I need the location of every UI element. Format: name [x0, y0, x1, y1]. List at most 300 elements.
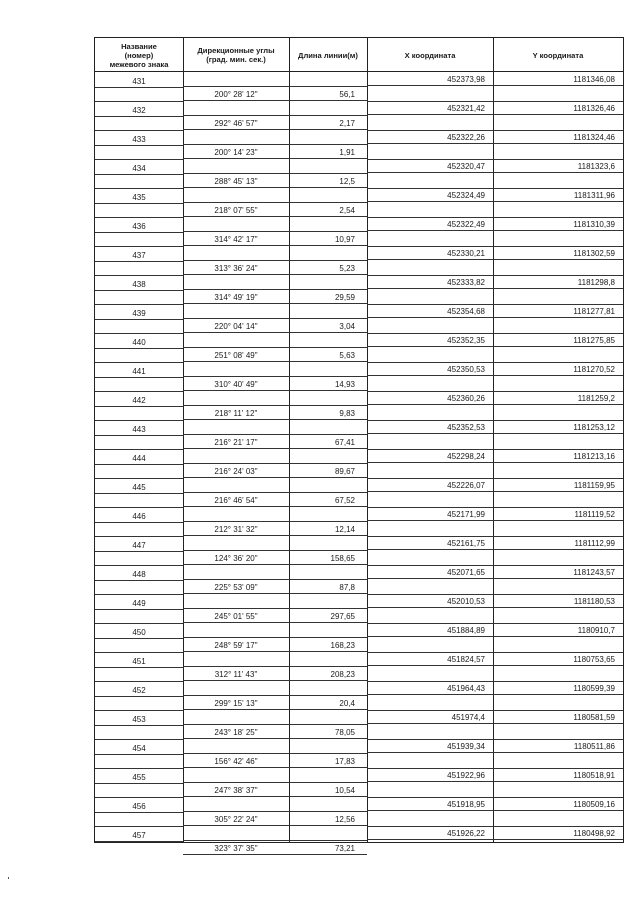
row-separator [367, 217, 623, 218]
row-separator [367, 420, 623, 421]
row-separator [183, 753, 367, 754]
x-coordinate: 452320,47 [447, 162, 485, 171]
x-coordinate: 452360,26 [447, 394, 485, 403]
row-separator [183, 463, 367, 464]
row-separator [367, 159, 623, 160]
row-separator [183, 579, 367, 580]
row-separator [95, 725, 183, 726]
x-coordinate: 452330,21 [447, 249, 485, 258]
point-name: 435 [132, 193, 146, 202]
point-name: 434 [132, 164, 146, 173]
row-separator [183, 318, 367, 319]
row-separator [367, 433, 623, 434]
row-separator [95, 319, 183, 320]
row-separator [95, 681, 183, 682]
row-separator [183, 434, 367, 435]
row-separator [183, 173, 367, 174]
x-coordinate: 452350,53 [447, 365, 485, 374]
x-coordinate: 452373,98 [447, 75, 485, 84]
row-separator [95, 638, 183, 639]
row-separator [183, 767, 367, 768]
row-separator [183, 158, 367, 159]
row-separator [367, 594, 623, 595]
row-separator [95, 261, 183, 262]
row-separator [95, 652, 183, 653]
row-separator [183, 202, 367, 203]
point-name: 448 [132, 570, 146, 579]
row-separator [367, 188, 623, 189]
direction-angle: 200° 28' 12" [214, 90, 258, 99]
row-separator [183, 811, 367, 812]
row-separator [95, 406, 183, 407]
line-length: 158,65 [330, 554, 355, 563]
direction-angle: 251° 08' 49" [214, 351, 258, 360]
row-separator [367, 391, 623, 392]
line-length: 5,63 [339, 351, 355, 360]
row-separator [367, 536, 623, 537]
x-coordinate: 452322,49 [447, 220, 485, 229]
row-separator [367, 739, 623, 740]
row-separator [367, 491, 623, 492]
line-length: 17,83 [334, 757, 355, 766]
y-coordinate: 1181270,52 [573, 365, 615, 374]
row-separator [183, 419, 367, 420]
row-separator [95, 275, 183, 276]
line-length: 14,93 [334, 380, 355, 389]
row-separator [367, 636, 623, 637]
point-name: 457 [132, 831, 146, 840]
y-coordinate: 1181180,53 [573, 597, 615, 606]
row-separator [183, 796, 367, 797]
row-separator [367, 246, 623, 247]
row-separator [183, 274, 367, 275]
row-separator [95, 696, 183, 697]
line-length: 168,23 [330, 641, 355, 650]
row-separator [367, 652, 623, 653]
y-coordinate: 1180498,92 [573, 829, 615, 838]
row-separator [95, 565, 183, 566]
y-coordinate: 1181159,95 [573, 481, 615, 490]
y-coordinate: 1181346,08 [573, 75, 615, 84]
row-separator [367, 449, 623, 450]
point-name: 437 [132, 251, 146, 260]
line-length: 12,14 [334, 525, 355, 534]
row-separator [367, 288, 623, 289]
row-separator [183, 289, 367, 290]
point-name: 450 [132, 628, 146, 637]
point-name: 452 [132, 686, 146, 695]
row-separator [367, 520, 623, 521]
line-length: 73,21 [334, 844, 355, 853]
point-name: 442 [132, 396, 146, 405]
direction-angle: 216° 21' 17" [214, 438, 258, 447]
header-x-coordinate: X координата [404, 50, 456, 60]
row-separator [183, 260, 367, 261]
x-coordinate: 451939,34 [447, 742, 485, 751]
scan-speck [8, 877, 9, 879]
x-coordinate: 452321,42 [447, 104, 485, 113]
point-name: 439 [132, 309, 146, 318]
row-separator [183, 695, 367, 696]
x-coordinate: 451926,22 [447, 829, 485, 838]
row-separator [95, 797, 183, 798]
x-coordinate: 452354,68 [447, 307, 485, 316]
row-separator [183, 637, 367, 638]
row-separator [95, 159, 183, 160]
row-separator [95, 580, 183, 581]
x-coordinate: 451922,96 [447, 771, 485, 780]
row-separator [95, 623, 183, 624]
row-separator [367, 201, 623, 202]
row-separator [95, 246, 183, 247]
direction-angle: 216° 24' 03" [214, 467, 258, 476]
line-length: 9,83 [339, 409, 355, 418]
line-length: 297,65 [330, 612, 355, 621]
row-separator [367, 578, 623, 579]
row-separator [95, 768, 183, 769]
direction-angle: 200° 14' 23" [214, 148, 258, 157]
row-separator [367, 507, 623, 508]
row-separator [367, 375, 623, 376]
point-name: 441 [132, 367, 146, 376]
row-separator [95, 667, 183, 668]
row-separator [367, 752, 623, 753]
point-name: 451 [132, 657, 146, 666]
line-length: 67,52 [334, 496, 355, 505]
row-separator [183, 608, 367, 609]
line-length: 67,41 [334, 438, 355, 447]
row-separator [183, 506, 367, 507]
row-separator [367, 694, 623, 695]
row-separator [367, 710, 623, 711]
row-separator [95, 594, 183, 595]
row-separator [367, 810, 623, 811]
y-coordinate: 1181243,57 [573, 568, 615, 577]
row-separator [183, 405, 367, 406]
row-separator [367, 130, 623, 131]
x-coordinate: 451884,89 [447, 626, 485, 635]
row-separator [183, 564, 367, 565]
y-coordinate: 1181213,16 [573, 452, 615, 461]
line-length: 89,67 [334, 467, 355, 476]
line-length: 12,56 [334, 815, 355, 824]
y-coordinate: 1181323,6 [577, 162, 615, 171]
y-coordinate: 1181119,52 [574, 510, 615, 519]
x-coordinate: 451918,95 [447, 800, 485, 809]
y-coordinate: 1180511,86 [573, 742, 615, 751]
row-separator [367, 826, 623, 827]
row-separator [95, 232, 183, 233]
line-length: 2,17 [339, 119, 355, 128]
row-separator [367, 623, 623, 624]
line-length: 5,23 [339, 264, 355, 273]
row-separator [95, 536, 183, 537]
x-coordinate: 452071,65 [447, 568, 485, 577]
row-separator [367, 230, 623, 231]
direction-angle: 220° 04' 14" [214, 322, 258, 331]
x-coordinate: 451964,43 [447, 684, 485, 693]
row-separator [183, 100, 367, 101]
direction-angle: 314° 49' 19" [214, 293, 258, 302]
point-name: 454 [132, 744, 146, 753]
direction-angle: 288° 45' 13" [214, 177, 258, 186]
row-separator [183, 738, 367, 739]
line-length: 78,05 [334, 728, 355, 737]
row-separator [183, 622, 367, 623]
row-separator [183, 854, 367, 855]
row-separator [367, 172, 623, 173]
y-coordinate: 1180753,65 [573, 655, 615, 664]
row-separator [95, 333, 183, 334]
row-separator [95, 188, 183, 189]
line-length: 2,54 [339, 206, 355, 215]
row-separator [183, 390, 367, 391]
row-separator [183, 550, 367, 551]
direction-angle: 292° 46' 57" [214, 119, 258, 128]
row-separator [95, 174, 183, 175]
x-coordinate: 451974,4 [451, 713, 485, 722]
header-y-coordinate: Y координата [532, 50, 584, 60]
x-coordinate: 452161,75 [447, 539, 485, 548]
line-length: 1,91 [339, 148, 355, 157]
y-coordinate: 1181310,39 [573, 220, 615, 229]
row-separator [95, 783, 183, 784]
row-separator [95, 116, 183, 117]
row-separator [95, 101, 183, 102]
row-separator [95, 304, 183, 305]
row-separator [183, 666, 367, 667]
row-separator [95, 377, 183, 378]
point-name: 432 [132, 106, 146, 115]
row-separator [367, 317, 623, 318]
row-separator [183, 86, 367, 87]
row-separator [183, 535, 367, 536]
direction-angle: 305° 22' 24" [214, 815, 258, 824]
point-name: 455 [132, 773, 146, 782]
y-coordinate: 1181302,59 [573, 249, 615, 258]
direction-angle: 310° 40' 49" [214, 380, 258, 389]
x-coordinate: 452010,53 [447, 597, 485, 606]
y-coordinate: 1180581,59 [573, 713, 615, 722]
row-separator [183, 825, 367, 826]
row-separator [367, 346, 623, 347]
row-separator [367, 275, 623, 276]
direction-angle: 124° 36' 20" [214, 554, 258, 563]
line-length: 87,8 [339, 583, 355, 592]
y-coordinate: 1180509,16 [573, 800, 615, 809]
header-point-name: Название (номер) межевого знака [109, 41, 169, 69]
point-name: 444 [132, 454, 146, 463]
point-name: 436 [132, 222, 146, 231]
y-coordinate: 1181277,81 [573, 307, 615, 316]
y-coordinate: 1181275,85 [573, 336, 615, 345]
point-name: 433 [132, 135, 146, 144]
row-separator [367, 143, 623, 144]
row-separator [95, 507, 183, 508]
row-separator [183, 709, 367, 710]
x-coordinate: 452352,35 [447, 336, 485, 345]
row-separator [95, 551, 183, 552]
direction-angle: 299° 15' 13" [214, 699, 258, 708]
direction-angle: 212° 31' 32" [214, 525, 258, 534]
row-separator [95, 478, 183, 479]
direction-angle: 216° 46' 54" [214, 496, 258, 505]
point-name: 440 [132, 338, 146, 347]
row-separator [183, 144, 367, 145]
row-separator [367, 797, 623, 798]
row-separator [367, 723, 623, 724]
row-separator [183, 840, 367, 841]
row-separator [367, 665, 623, 666]
direction-angle: 218° 07' 55" [214, 206, 258, 215]
row-separator [95, 754, 183, 755]
row-separator [367, 333, 623, 334]
direction-angle: 314° 42' 17" [214, 235, 258, 244]
point-name: 449 [132, 599, 146, 608]
row-separator [367, 304, 623, 305]
y-coordinate: 1180518,91 [573, 771, 615, 780]
row-separator [95, 435, 183, 436]
direction-angle: 156° 42' 46" [214, 757, 258, 766]
x-coordinate: 452298,24 [447, 452, 485, 461]
row-separator [183, 231, 367, 232]
line-length: 20,4 [339, 699, 355, 708]
row-separator [183, 245, 367, 246]
row-separator [183, 303, 367, 304]
direction-angle: 312° 11' 43" [214, 670, 258, 679]
header-direction-angle: Дирекционные углы (град. мин. сек.) [197, 46, 275, 64]
boundary-points-table [94, 37, 624, 853]
row-separator [183, 521, 367, 522]
row-separator [95, 290, 183, 291]
line-length: 29,59 [334, 293, 355, 302]
row-separator [95, 391, 183, 392]
point-name: 445 [132, 483, 146, 492]
row-separator [367, 462, 623, 463]
y-coordinate: 1181253,12 [573, 423, 615, 432]
row-separator [95, 130, 183, 131]
row-separator [367, 259, 623, 260]
y-coordinate: 1181324,46 [573, 133, 615, 142]
row-separator [367, 404, 623, 405]
point-name: 453 [132, 715, 146, 724]
row-separator [183, 782, 367, 783]
row-separator [95, 217, 183, 218]
point-name: 443 [132, 425, 146, 434]
x-coordinate: 452226,07 [447, 481, 485, 490]
header-line-length: Длина линии(м) [298, 50, 358, 60]
y-coordinate: 1181298,8 [577, 278, 615, 287]
direction-angle: 247° 38' 37" [214, 786, 258, 795]
row-separator [367, 549, 623, 550]
row-separator [183, 187, 367, 188]
row-separator [183, 492, 367, 493]
row-separator [183, 680, 367, 681]
row-separator [183, 361, 367, 362]
line-length: 208,23 [330, 670, 355, 679]
row-separator [95, 87, 183, 88]
row-separator [95, 362, 183, 363]
row-separator [183, 477, 367, 478]
row-separator [95, 464, 183, 465]
row-separator [95, 348, 183, 349]
point-name: 431 [132, 77, 146, 86]
line-length: 10,54 [334, 786, 355, 795]
row-separator [183, 129, 367, 130]
row-separator [367, 478, 623, 479]
direction-angle: 248° 59' 17" [214, 641, 258, 650]
x-coordinate: 452333,82 [447, 278, 485, 287]
row-separator [367, 839, 623, 840]
y-coordinate: 1181311,96 [573, 191, 615, 200]
row-separator [183, 448, 367, 449]
row-separator [183, 593, 367, 594]
y-coordinate: 1181326,46 [573, 104, 615, 113]
direction-angle: 313° 36' 24" [214, 264, 258, 273]
row-separator [95, 522, 183, 523]
table-header [95, 38, 623, 72]
direction-angle: 323° 37' 35" [214, 844, 258, 853]
y-coordinate: 1181112,99 [574, 539, 615, 548]
y-coordinate: 1180599,39 [573, 684, 615, 693]
row-separator [183, 216, 367, 217]
row-separator [183, 724, 367, 725]
point-name: 447 [132, 541, 146, 550]
row-separator [95, 812, 183, 813]
direction-angle: 245° 01' 55" [214, 612, 258, 621]
x-coordinate: 452171,99 [447, 510, 485, 519]
row-separator [367, 681, 623, 682]
row-separator [95, 609, 183, 610]
row-separator [95, 710, 183, 711]
row-separator [367, 768, 623, 769]
row-separator [367, 101, 623, 102]
line-length: 56,1 [339, 90, 355, 99]
row-separator [95, 826, 183, 827]
row-separator [183, 115, 367, 116]
row-separator [367, 607, 623, 608]
x-coordinate: 452324,49 [447, 191, 485, 200]
direction-angle: 243° 18' 25" [214, 728, 258, 737]
row-separator [183, 332, 367, 333]
point-name: 446 [132, 512, 146, 521]
row-separator [95, 739, 183, 740]
point-name: 456 [132, 802, 146, 811]
line-length: 3,04 [339, 322, 355, 331]
row-separator [367, 565, 623, 566]
point-name: 438 [132, 280, 146, 289]
row-separator [95, 449, 183, 450]
x-coordinate: 452352,53 [447, 423, 485, 432]
row-separator [183, 347, 367, 348]
x-coordinate: 451824,57 [447, 655, 485, 664]
row-separator [367, 114, 623, 115]
row-separator [183, 651, 367, 652]
row-separator [95, 493, 183, 494]
direction-angle: 225° 53' 09" [214, 583, 258, 592]
x-coordinate: 452322,26 [447, 133, 485, 142]
row-separator [95, 203, 183, 204]
y-coordinate: 1180910,7 [577, 626, 615, 635]
row-separator [367, 362, 623, 363]
row-separator [183, 376, 367, 377]
row-separator [95, 841, 183, 842]
y-coordinate: 1181259,2 [577, 394, 615, 403]
row-separator [367, 85, 623, 86]
direction-angle: 218° 11' 12" [214, 409, 258, 418]
row-separator [95, 145, 183, 146]
line-length: 12,5 [339, 177, 355, 186]
